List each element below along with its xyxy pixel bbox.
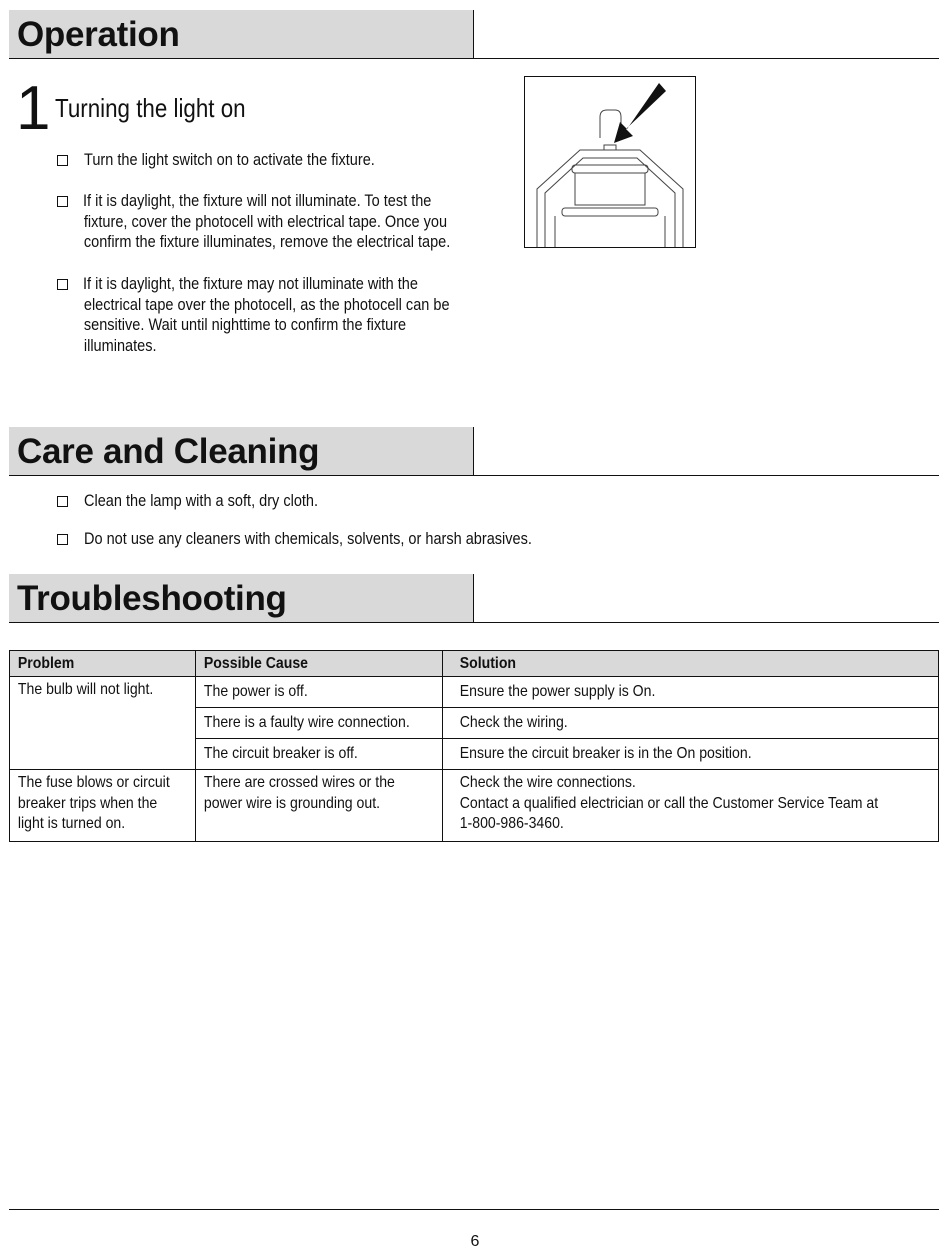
section-rule bbox=[9, 58, 939, 59]
section-rule bbox=[9, 622, 939, 623]
checkbox-icon bbox=[57, 279, 68, 290]
step-bullet-2 bbox=[83, 191, 450, 253]
lamp-photocell-diagram bbox=[525, 77, 695, 247]
solution-cell: Ensure the power supply is On. bbox=[443, 677, 939, 708]
cause-cell: The power is off. bbox=[195, 677, 442, 708]
header-cause: Possible Cause bbox=[195, 651, 442, 677]
bullet-line: electrical tape over the photocell, as the photocell can be bbox=[83, 295, 450, 314]
bullet-line: illuminates. bbox=[83, 336, 157, 355]
checkbox-icon bbox=[57, 196, 68, 207]
problem-cell: The bulb will not light. bbox=[10, 677, 196, 770]
cause-cell: There are crossed wires or the power wire is grounding out. bbox=[195, 770, 442, 842]
section-title-care: Care and Cleaning bbox=[17, 432, 320, 471]
table-header-row bbox=[10, 651, 939, 677]
bullet-line: fixture, cover the photocell with electrical tape. Once you bbox=[83, 212, 448, 231]
table-row bbox=[10, 677, 939, 708]
solution-cell: Check the wire connections. Contact a qualified electrician or call the Customer Service Team at 1-800-986-3460. bbox=[443, 770, 939, 842]
section-header-operation bbox=[9, 10, 474, 59]
care-bullet-2: Do not use any cleaners with chemicals, solvents, or harsh abrasives. bbox=[84, 530, 532, 548]
header-solution: Solution bbox=[443, 651, 939, 677]
checkbox-icon bbox=[57, 534, 68, 545]
header-problem: Problem bbox=[10, 651, 196, 677]
bullet-line: Turn the light switch on to activate the fixture. bbox=[84, 151, 375, 169]
bullet-line: sensitive. Wait until nighttime to confirm the fixture bbox=[83, 316, 407, 335]
bullet-line: confirm the fixture illuminates, remove the electrical tape. bbox=[83, 233, 451, 252]
fixture-illustration bbox=[524, 76, 696, 248]
table-row bbox=[10, 770, 939, 842]
section-rule bbox=[9, 475, 939, 476]
cause-cell: The circuit breaker is off. bbox=[195, 739, 442, 770]
cause-cell: There is a faulty wire connection. bbox=[195, 708, 442, 739]
bullet-line: If it is daylight, the fixture may not illuminate with the bbox=[83, 275, 418, 293]
page-number: 6 bbox=[470, 1233, 480, 1250]
step-title: Turning the light on bbox=[55, 93, 246, 123]
solution-cell: Check the wiring. bbox=[443, 708, 939, 739]
footer-rule bbox=[9, 1209, 939, 1210]
section-header-troubleshooting bbox=[9, 574, 474, 623]
section-header-care bbox=[9, 427, 474, 476]
solution-cell: Ensure the circuit breaker is in the On position. bbox=[443, 739, 939, 770]
step-bullet-1 bbox=[84, 150, 375, 171]
care-bullet-1: Clean the lamp with a soft, dry cloth. bbox=[84, 492, 319, 510]
bullet-line: If it is daylight, the fixture will not illuminate. To test the bbox=[83, 192, 432, 210]
troubleshooting-table bbox=[9, 650, 939, 842]
problem-cell: The fuse blows or circuit breaker trips when the light is turned on. bbox=[10, 770, 196, 842]
section-title-operation: Operation bbox=[17, 15, 180, 54]
checkbox-icon bbox=[57, 155, 68, 166]
step-number: 1 bbox=[16, 74, 49, 143]
checkbox-icon bbox=[57, 496, 68, 507]
section-title-troubleshooting: Troubleshooting bbox=[17, 579, 287, 618]
step-bullet-3 bbox=[83, 274, 450, 356]
arrow-icon bbox=[614, 83, 666, 143]
